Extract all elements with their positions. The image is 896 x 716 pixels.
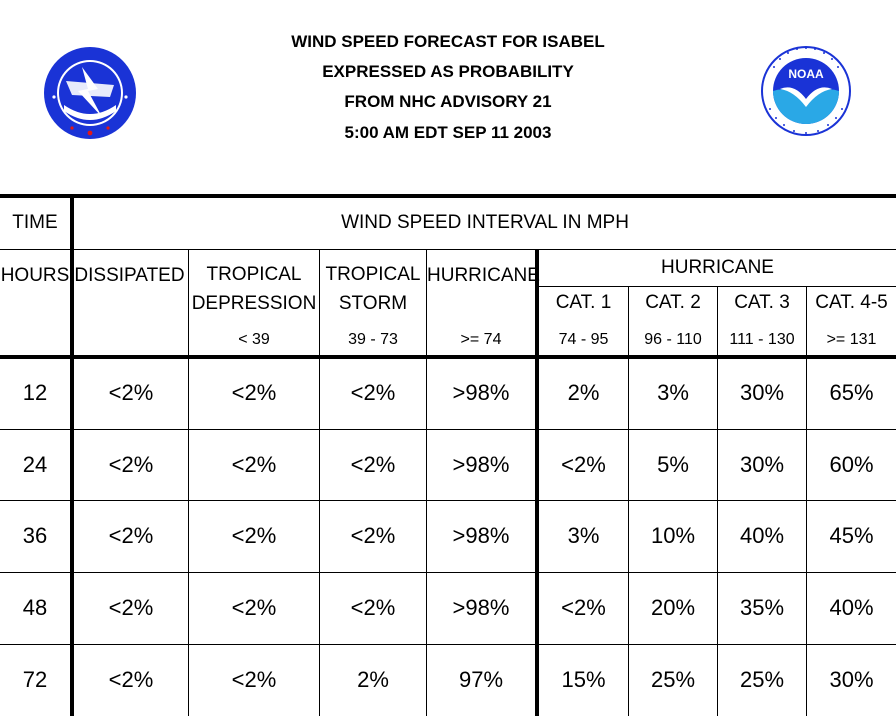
national-weather-service-logo-icon: [42, 45, 138, 141]
table-cell: 2%: [567, 380, 600, 405]
header-bottom-border: [0, 355, 896, 359]
table-cell: <2%: [108, 523, 154, 548]
table-cell: 35%: [739, 595, 785, 620]
table-cell: <2%: [108, 380, 154, 405]
table-cell: 15%: [561, 667, 606, 692]
cat3-header: CAT. 3: [734, 292, 790, 313]
table-cell: <2%: [231, 667, 277, 692]
table-cell: <2%: [231, 452, 277, 477]
table-cell: 25%: [650, 667, 696, 692]
hurricane-range: >= 74: [460, 331, 502, 348]
header-divider: [0, 249, 896, 250]
tropical-depression-header-line2: DEPRESSION: [191, 293, 317, 314]
column-divider: [319, 249, 320, 716]
table-cell: 30%: [829, 667, 874, 692]
column-divider: [426, 249, 427, 716]
table-cell: <2%: [350, 523, 396, 548]
table-cell: 40%: [739, 523, 785, 548]
column-divider: [188, 249, 189, 716]
row-hours: 24: [22, 452, 48, 477]
table-cell: <2%: [350, 595, 396, 620]
table-top-border: [0, 194, 896, 198]
row-divider: [0, 572, 896, 573]
row-divider: [0, 429, 896, 430]
cat1-range: 74 - 95: [558, 331, 609, 348]
table-cell: 25%: [739, 667, 785, 692]
title-line-4: 5:00 AM EDT SEP 11 2003: [344, 123, 552, 142]
table-cell: >98%: [452, 452, 510, 477]
cat2-header: CAT. 2: [645, 292, 701, 313]
table-cell: 45%: [829, 523, 874, 548]
table-cell: >98%: [452, 523, 510, 548]
table-cell: <2%: [108, 452, 154, 477]
table-cell: 65%: [829, 380, 874, 405]
table-cell: <2%: [231, 595, 277, 620]
table-cell: <2%: [108, 595, 154, 620]
hurricane-group-border: [535, 249, 539, 716]
time-header: TIME: [12, 212, 58, 233]
row-hours: 36: [22, 523, 48, 548]
table-cell: 20%: [650, 595, 696, 620]
row-divider: [0, 500, 896, 501]
table-cell: <2%: [350, 452, 396, 477]
noaa-logo-text: NOAA: [788, 67, 824, 81]
cat45-header: CAT. 4-5: [815, 292, 888, 313]
row-hours: 48: [22, 595, 48, 620]
table-cell: 5%: [657, 452, 689, 477]
dissipated-header: DISSIPATED: [74, 265, 185, 286]
tropical-storm-range: 39 - 73: [348, 331, 398, 348]
table-cell: >98%: [452, 595, 510, 620]
table-cell: <2%: [231, 380, 277, 405]
hurricane-group-header: HURRICANE: [661, 257, 774, 278]
hours-header: HOURS: [0, 265, 70, 286]
row-hours: 12: [22, 380, 48, 405]
title-line-3: FROM NHC ADVISORY 21: [344, 92, 552, 111]
table-cell: 10%: [650, 523, 696, 548]
cat2-range: 96 - 110: [644, 331, 702, 348]
table-cell: <2%: [561, 452, 606, 477]
table-cell: 2%: [357, 667, 389, 692]
tropical-depression-header-line1: TROPICAL: [206, 264, 302, 285]
table-cell: <2%: [231, 523, 277, 548]
tropical-depression-range: < 39: [238, 331, 270, 348]
table-cell: 30%: [739, 452, 785, 477]
table-cell: <2%: [350, 380, 396, 405]
cat1-header: CAT. 1: [555, 292, 612, 313]
row-hours: 72: [22, 667, 48, 692]
title-line-1: WIND SPEED FORECAST FOR ISABEL: [291, 32, 605, 51]
cat45-range: >= 131: [826, 331, 877, 348]
table-cell: 40%: [829, 595, 874, 620]
tropical-storm-header-line2: STORM: [338, 293, 408, 314]
table-cell: 30%: [739, 380, 785, 405]
interval-header: WIND SPEED INTERVAL IN MPH: [341, 212, 629, 233]
tropical-storm-header-line1: TROPICAL: [325, 264, 421, 285]
noaa-logo-icon: [760, 45, 852, 137]
cat3-range: 111 - 130: [729, 331, 795, 348]
hurricane-header: HURRICANE: [427, 265, 540, 286]
table-cell: 60%: [829, 452, 874, 477]
table-cell: 97%: [458, 667, 504, 692]
table-cell: >98%: [452, 380, 510, 405]
table-cell: 3%: [657, 380, 689, 405]
row-divider: [0, 644, 896, 645]
table-cell: 3%: [567, 523, 600, 548]
title-line-2: EXPRESSED AS PROBABILITY: [322, 62, 574, 81]
table-cell: <2%: [561, 595, 606, 620]
table-cell: <2%: [108, 667, 154, 692]
